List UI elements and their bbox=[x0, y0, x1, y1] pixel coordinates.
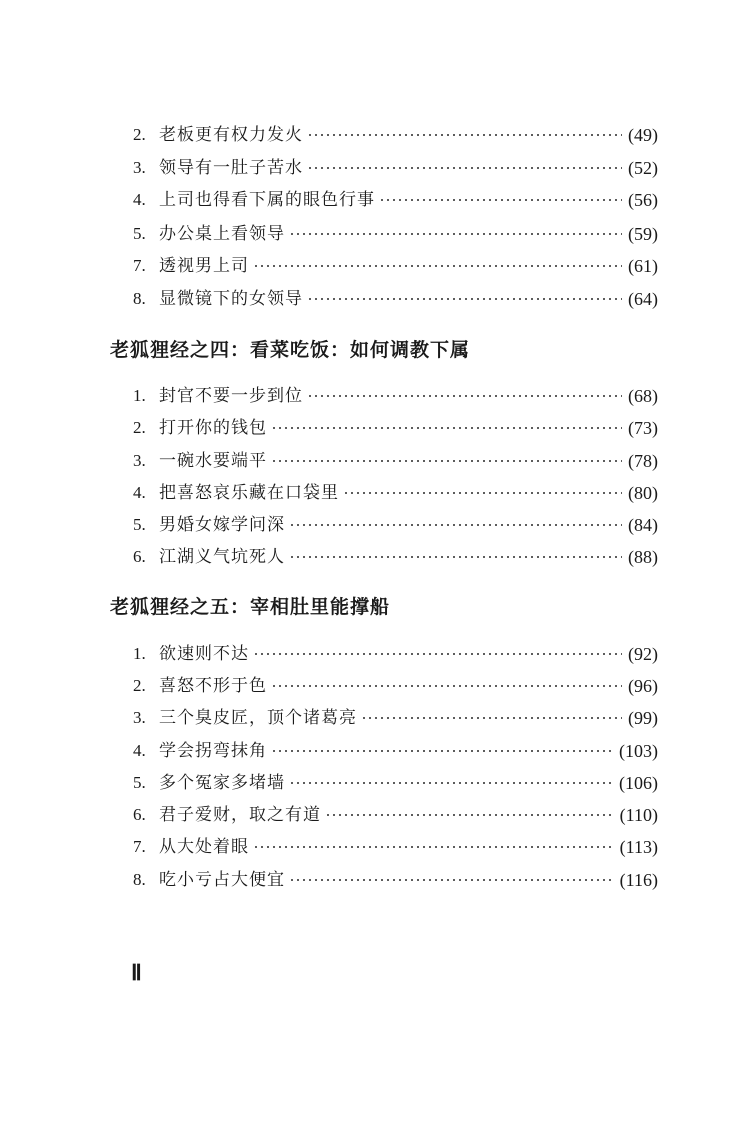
toc-entry bbox=[133, 704, 658, 732]
toc-entry bbox=[133, 737, 658, 765]
entry-page: (116) bbox=[619, 870, 658, 890]
toc-entry bbox=[133, 154, 658, 182]
entry-title: 打开你的钱包 bbox=[159, 418, 267, 438]
dot-leader bbox=[361, 717, 622, 719]
entry-title: 吃小亏占大便宜 bbox=[159, 870, 285, 890]
entry-page: (96) bbox=[628, 676, 658, 696]
toc-entry bbox=[133, 252, 658, 280]
toc-entry bbox=[133, 866, 658, 894]
entry-number: 8. bbox=[133, 289, 146, 308]
toc-entry bbox=[133, 285, 658, 313]
dot-leader bbox=[253, 265, 622, 267]
entry-title: 多个冤家多堵墙 bbox=[159, 773, 285, 793]
entry-page: (59) bbox=[628, 224, 658, 244]
entry-page: (106) bbox=[619, 773, 658, 793]
entry-page: (92) bbox=[628, 644, 658, 664]
entry-page: (56) bbox=[628, 190, 658, 210]
toc-entry bbox=[133, 121, 658, 149]
toc-entry bbox=[133, 479, 658, 507]
entry-number: 5. bbox=[133, 773, 146, 792]
entry-page: (61) bbox=[628, 256, 658, 276]
section-four-heading: 老狐狸经之四：看菜吃饭：如何调教下属 bbox=[110, 339, 471, 361]
dot-leader bbox=[289, 556, 622, 558]
dot-leader bbox=[307, 134, 622, 136]
toc-entry bbox=[133, 769, 658, 797]
dot-leader bbox=[289, 233, 622, 235]
toc-entry bbox=[133, 640, 658, 668]
dot-leader bbox=[307, 167, 622, 169]
entry-title: 显微镜下的女领导 bbox=[159, 289, 303, 309]
toc-entry bbox=[133, 672, 658, 700]
toc-entry bbox=[133, 414, 658, 442]
entry-number: 7. bbox=[133, 837, 146, 856]
entry-page: (88) bbox=[628, 547, 658, 567]
toc-entry bbox=[133, 543, 658, 571]
entry-title: 君子爱财，取之有道 bbox=[159, 805, 321, 825]
toc-entry bbox=[133, 801, 658, 829]
entry-title: 把喜怒哀乐藏在口袋里 bbox=[159, 483, 339, 503]
entry-number: 7. bbox=[133, 256, 146, 275]
section-five-heading: 老狐狸经之五：宰相肚里能撑船 bbox=[110, 596, 391, 618]
entry-number: 4. bbox=[133, 741, 146, 760]
entry-page: (78) bbox=[628, 451, 658, 471]
dot-leader bbox=[325, 814, 614, 816]
entry-page: (64) bbox=[628, 289, 658, 309]
entry-page: (103) bbox=[619, 741, 658, 761]
dot-leader bbox=[253, 653, 622, 655]
entry-title: 上司也得看下属的眼色行事 bbox=[159, 190, 375, 210]
entry-title: 一碗水要端平 bbox=[159, 451, 267, 471]
entry-title: 学会拐弯抹角 bbox=[159, 741, 267, 761]
entry-page: (52) bbox=[628, 158, 658, 178]
toc-entry bbox=[133, 447, 658, 475]
entry-number: 3. bbox=[133, 708, 146, 727]
dot-leader bbox=[271, 685, 622, 687]
entry-title: 领导有一肚子苦水 bbox=[159, 158, 303, 178]
entry-number: 3. bbox=[133, 158, 146, 177]
toc-entry bbox=[133, 511, 658, 539]
entry-number: 1. bbox=[133, 644, 146, 663]
entry-page: (113) bbox=[619, 837, 658, 857]
dot-leader bbox=[379, 199, 622, 201]
entry-number: 8. bbox=[133, 870, 146, 889]
toc-entry bbox=[133, 833, 658, 861]
entry-number: 6. bbox=[133, 547, 146, 566]
entry-number: 2. bbox=[133, 676, 146, 695]
toc-entry bbox=[133, 186, 658, 214]
entry-title: 三个臭皮匠，顶个诸葛亮 bbox=[159, 708, 357, 728]
entry-title: 老板更有权力发火 bbox=[159, 125, 303, 145]
dot-leader bbox=[289, 524, 622, 526]
dot-leader bbox=[289, 782, 613, 784]
entry-title: 封官不要一步到位 bbox=[159, 386, 303, 406]
entry-page: (110) bbox=[619, 805, 658, 825]
dot-leader bbox=[271, 750, 613, 752]
entry-number: 3. bbox=[133, 451, 146, 470]
entry-page: (68) bbox=[628, 386, 658, 406]
toc-entry bbox=[133, 220, 658, 248]
dot-leader bbox=[307, 395, 622, 397]
entry-number: 6. bbox=[133, 805, 146, 824]
entry-number: 2. bbox=[133, 418, 146, 437]
entry-number: 4. bbox=[133, 190, 146, 209]
entry-number: 1. bbox=[133, 386, 146, 405]
entry-page: (80) bbox=[628, 483, 658, 503]
entry-page: (99) bbox=[628, 708, 658, 728]
dot-leader bbox=[271, 427, 622, 429]
entry-title: 江湖义气坑死人 bbox=[159, 547, 285, 567]
entry-title: 喜怒不形于色 bbox=[159, 676, 267, 696]
entry-page: (73) bbox=[628, 418, 658, 438]
entry-title: 透视男上司 bbox=[159, 256, 249, 276]
dot-leader bbox=[289, 879, 614, 881]
entry-page: (84) bbox=[628, 515, 658, 535]
dot-leader bbox=[271, 460, 622, 462]
dot-leader bbox=[343, 492, 622, 494]
entry-number: 5. bbox=[133, 224, 146, 243]
entry-title: 从大处着眼 bbox=[159, 837, 249, 857]
entry-title: 办公桌上看领导 bbox=[159, 224, 285, 244]
page-number-folio: Ⅱ bbox=[131, 960, 142, 985]
entry-number: 4. bbox=[133, 483, 146, 502]
dot-leader bbox=[307, 298, 622, 300]
entry-number: 5. bbox=[133, 515, 146, 534]
entry-page: (49) bbox=[628, 125, 658, 145]
toc-entry bbox=[133, 382, 658, 410]
entry-number: 2. bbox=[133, 125, 146, 144]
entry-title: 欲速则不达 bbox=[159, 644, 249, 664]
dot-leader bbox=[253, 846, 614, 848]
entry-title: 男婚女嫁学问深 bbox=[159, 515, 285, 535]
